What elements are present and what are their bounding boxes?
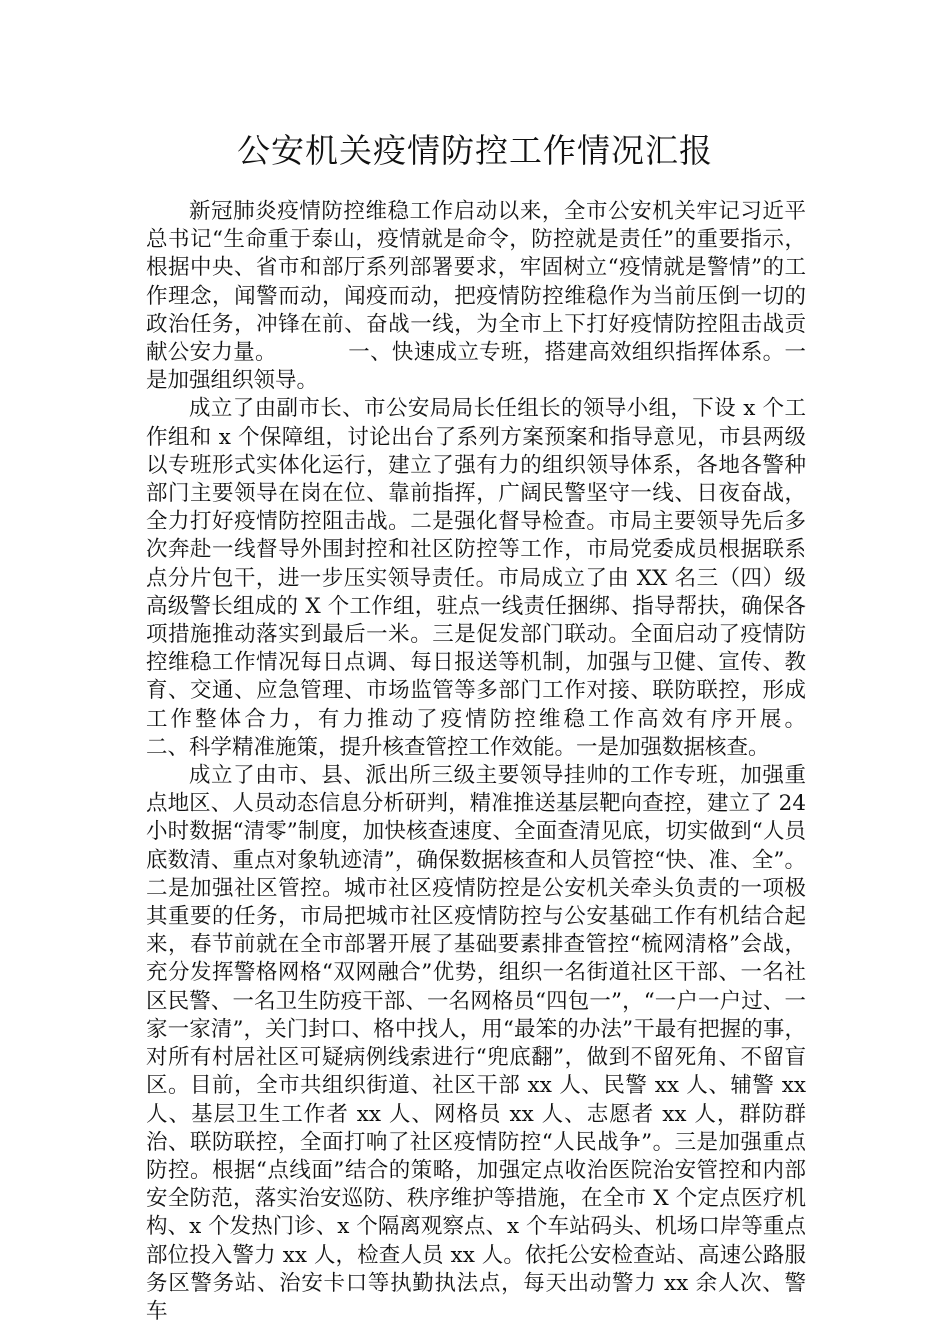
paragraph-1: 新冠肺炎疫情防控维稳工作启动以来，全市公安机关牢记习近平总书记“生命重于泰山，疫情就是命令，防控就是责任”的重要指示，根据中央、省市和部厅系列部署要求，牢固树立“疫情就是警情”的工作理念，闻警而动，闻疫而动，把疫情防控维稳作为当前压倒一切的政治任务，冲锋在前、奋战一线，为全市上下打好疫情防控阻击战贡献公安力量。 一、快速成立专班，搭建高效组织指挥体系。一是加强组织领导。	[146, 199, 806, 394]
document-title: 公安机关疫情防控工作情况汇报	[237, 131, 713, 170]
document-body	[146, 198, 875, 1326]
paragraph-2: 成立了由副市长、市公安局局长任组长的领导小组，下设 x 个工作组和 x 个保障组，讨论出台了系列方案预案和指导意见，市县两级以专班形式实体化运行，建立了强有力的组织领导体系，各地各警种部门主要领导在岗在位、靠前指挥，广阔民警坚守一线、日夜奋战，全力打好疫情防控阻击战。二是强化督导检查。市局主要领导先后多次奔赴一线督导外围封控和社区防控等工作，市局党委成员根据联系点分片包干，进一步压实领导责任。市局成立了由 XX 名三（四）级高级警长组成的 X 个工作组，驻点一线责任捆绑、指导帮扶，确保各项措施推动落实到最后一米。三是促发部门联动。全面启动了疫情防控维稳工作情况每日点调、每日报送等机制，加强与卫健、宣传、教育、交通、应急管理、市场监管等多部门工作对接、联防联控，形成工作整体合力，有力推动了疫情防控维稳工作高效有序开展。 二、科学精准施策，提升核查管控工作效能。一是加强数据核查。	[146, 396, 875, 760]
paragraph-3: 成立了由市、县、派出所三级主要领导挂帅的工作专班，加强重点地区、人员动态信息分析研判，精准推送基层靶向查控，建立了 24 小时数据“清零”制度，加快核查速度、全面查清见底，切实做到“人员底数清、重点对象轨迹清”，确保数据核查和人员管控“快、准、全”。二是加强社区管控。城市社区疫情防控是公安机关牵头负责的一项极其重要的任务，市局把城市社区疫情防控与公安基础工作有机结合起来，春节前就在全市部署开展了基础要素排查管控“梳网清格”会战，充分发挥警格网格“双网融合”优势，组织一名街道社区干部、一名社区民警、一名卫生防疫干部、一名网格员“四包一”，“一户一户过、一家一家清”，关门封口、格中找人，用“最笨的办法”干最有把握的事，对所有村居社区可疑病例线索进行“兜底翻”，做到不留死角、不留盲区。目前，全市共组织街道、社区干部 xx 人、民警 xx 人、辅警 xx 人、基层卫生工作者 xx 人、网格员 xx 人、志愿者 xx 人，群防群治、联防联控，全面打响了社区疫情防控“人民战争”。三是加强重点防控。根据“点线面”结合的策略，加强定点收治医院治安管控和内部安全防范，落实治安巡防、秩序维护等措施，在全市 X 个定点医疗机构、x 个发热门诊、x 个隔离观察点、x 个车站码头、机场口岸等重点部位投入警力 xx 人，检查人员 xx 人。依托公安检查站、高速公路服务区警务站、治安卡口等执勤执法点，每天出动警力 xx 余人次、警车	[146, 763, 813, 1324]
